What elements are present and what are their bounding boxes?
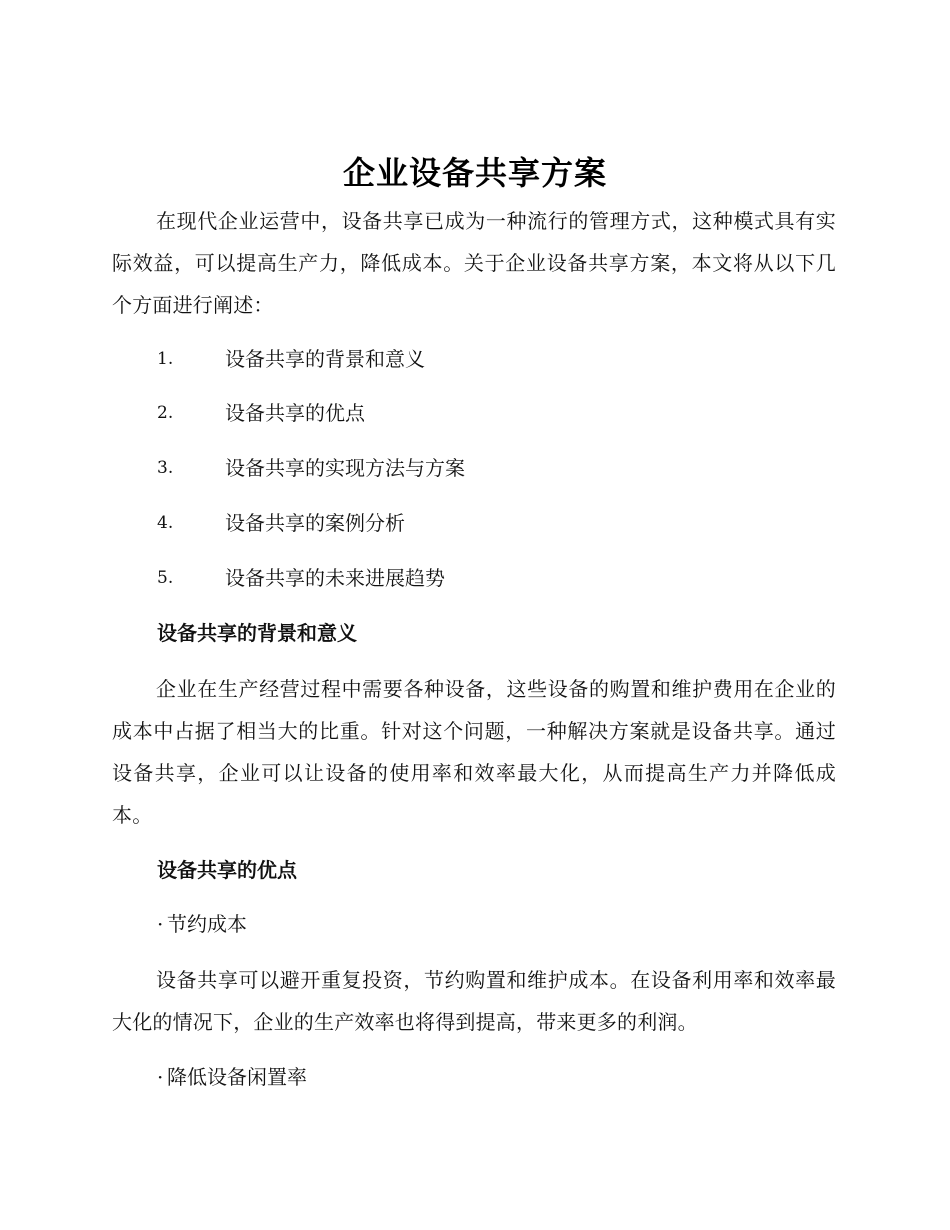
outline-number: 1. (157, 349, 174, 369)
bullet-text: 节约成本 (167, 912, 247, 936)
bullet-text: 降低设备闲置率 (167, 1065, 307, 1089)
outline-number: 5. (157, 568, 174, 588)
section-heading-advantages: 设备共享的优点 (157, 858, 297, 882)
intro-paragraph: 在现代企业运营中，设备共享已成为一种流行的管理方式，这种模式具有实际效益，可以提高生产力，降低成本。关于企业设备共享方案，本文将从以下几个方面进行阐述： (112, 209, 836, 317)
section-heading-background: 设备共享的背景和意义 (157, 621, 357, 645)
bullet-point-reduce-idle (157, 1062, 307, 1092)
outline-text: 设备共享的未来进展趋势 (225, 566, 445, 590)
outline-number: 4. (157, 513, 174, 533)
outline-text: 设备共享的优点 (225, 401, 365, 425)
outline-number: 2. (157, 403, 174, 423)
section-background-paragraph: 企业在生产经营过程中需要各种设备，这些设备的购置和维护费用在企业的成本中占据了相当大的比重。针对这个问题，一种解决方案就是设备共享。通过设备共享，企业可以让设备的使用率和效率最大化，从而提高生产力并降低成本。 (112, 677, 836, 827)
bullet-dot: · (157, 912, 164, 936)
outline-text: 设备共享的背景和意义 (225, 347, 425, 371)
document-title: 企业设备共享方案 (342, 154, 607, 192)
outline-text: 设备共享的案例分析 (225, 511, 405, 535)
outline-number: 3. (157, 458, 174, 478)
save-cost-paragraph: 设备共享可以避开重复投资，节约购置和维护成本。在设备利用率和效率最大化的情况下，企业的生产效率也将得到提高，带来更多的利润。 (112, 968, 836, 1034)
bullet-dot: · (157, 1065, 164, 1089)
outline-text: 设备共享的实现方法与方案 (225, 456, 465, 480)
bullet-point-save-cost (157, 909, 247, 939)
